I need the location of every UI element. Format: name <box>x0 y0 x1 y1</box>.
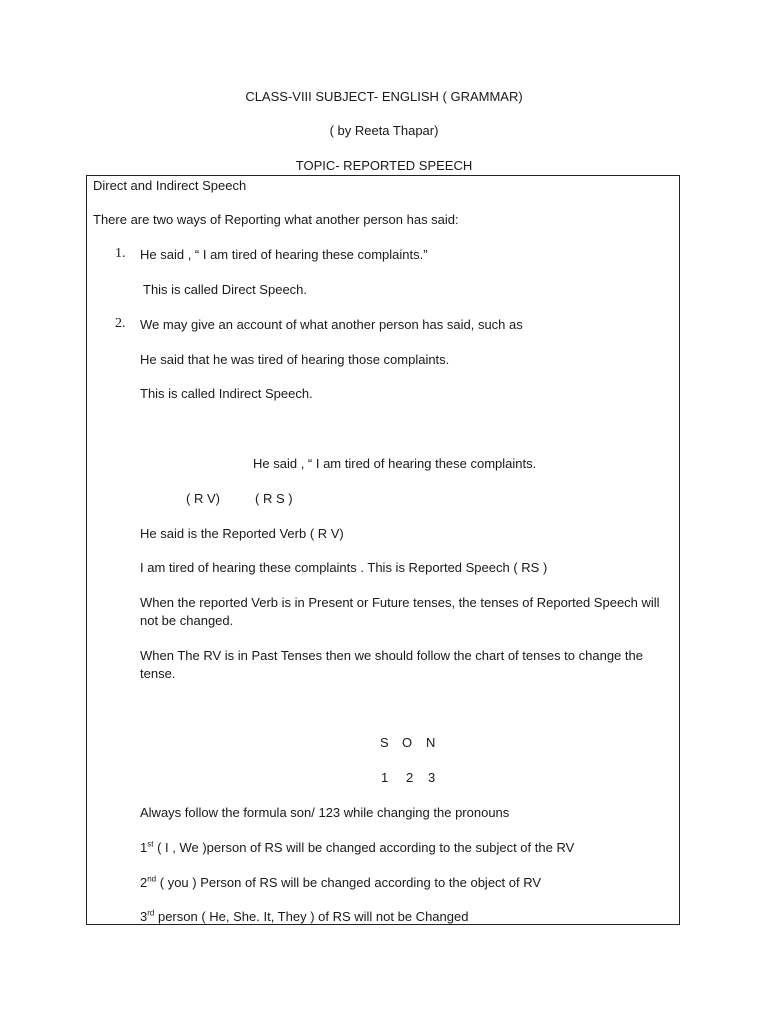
intro-text: There are two ways of Reporting what another person has said: <box>93 212 459 227</box>
second-person-suffix: nd <box>147 874 157 884</box>
label-rv: ( R V) <box>186 491 220 506</box>
son-letter-n: N <box>426 735 436 750</box>
header-author: ( by Reeta Thapar) <box>329 123 439 138</box>
rule-past-tense: When The RV is in Past Tenses then we should follow the chart of tenses to change the tense. <box>140 648 643 681</box>
indirect-speech-example: He said that he was tired of hearing those complaints. <box>140 352 450 367</box>
reported-verb-definition: He said is the Reported Verb ( R V) <box>140 526 344 541</box>
second-person-rule <box>140 874 541 892</box>
indirect-speech-intro: We may give an account of what another person has said, such as <box>140 317 523 332</box>
direct-speech-note: This is called Direct Speech. <box>143 282 308 297</box>
son-number-1: 1 <box>381 770 389 785</box>
reported-speech-definition: I am tired of hearing these complaints . This is Reported Speech ( RS ) <box>140 560 548 575</box>
list-number-1: 1. <box>115 246 126 261</box>
section-heading: Direct and Indirect Speech <box>93 178 247 193</box>
third-person-rule <box>140 908 468 926</box>
first-person-suffix: st <box>147 839 154 849</box>
second-person-ordinal: 2 <box>140 875 148 890</box>
indirect-speech-note: This is called Indirect Speech. <box>140 386 313 401</box>
third-person-ordinal: 3 <box>140 909 148 924</box>
label-rs: ( R S ) <box>255 491 293 506</box>
son-letter-o: O <box>402 735 413 750</box>
header-topic: TOPIC- REPORTED SPEECH <box>295 158 473 173</box>
second-person-text: ( you ) Person of RS will be changed according to the object of RV <box>156 875 542 890</box>
direct-speech-example: He said , “ I am tired of hearing these complaints.” <box>140 247 428 262</box>
first-person-rule <box>140 839 574 857</box>
formula-text: Always follow the formula son/ 123 while changing the pronouns <box>140 805 510 820</box>
header-class-subject: CLASS-VIII SUBJECT- ENGLISH ( GRAMMAR) <box>245 89 523 104</box>
example-sentence: He said , “ I am tired of hearing these complaints. <box>253 456 537 471</box>
third-person-suffix: rd <box>147 908 155 918</box>
son-number-3: 3 <box>428 770 436 785</box>
list-number-2: 2. <box>115 316 126 331</box>
rule-present-tense: When the reported Verb is in Present or Future tenses, the tenses of Reported Speech will not be changed. <box>140 595 660 628</box>
third-person-text: person ( He, She. It, They ) of RS will not be Changed <box>154 909 469 924</box>
first-person-text: ( I , We )person of RS will be changed according to the subject of the RV <box>153 840 575 855</box>
son-letter-s: S <box>380 735 389 750</box>
content-box <box>86 175 680 925</box>
son-number-2: 2 <box>406 770 414 785</box>
first-person-ordinal: 1 <box>140 840 148 855</box>
